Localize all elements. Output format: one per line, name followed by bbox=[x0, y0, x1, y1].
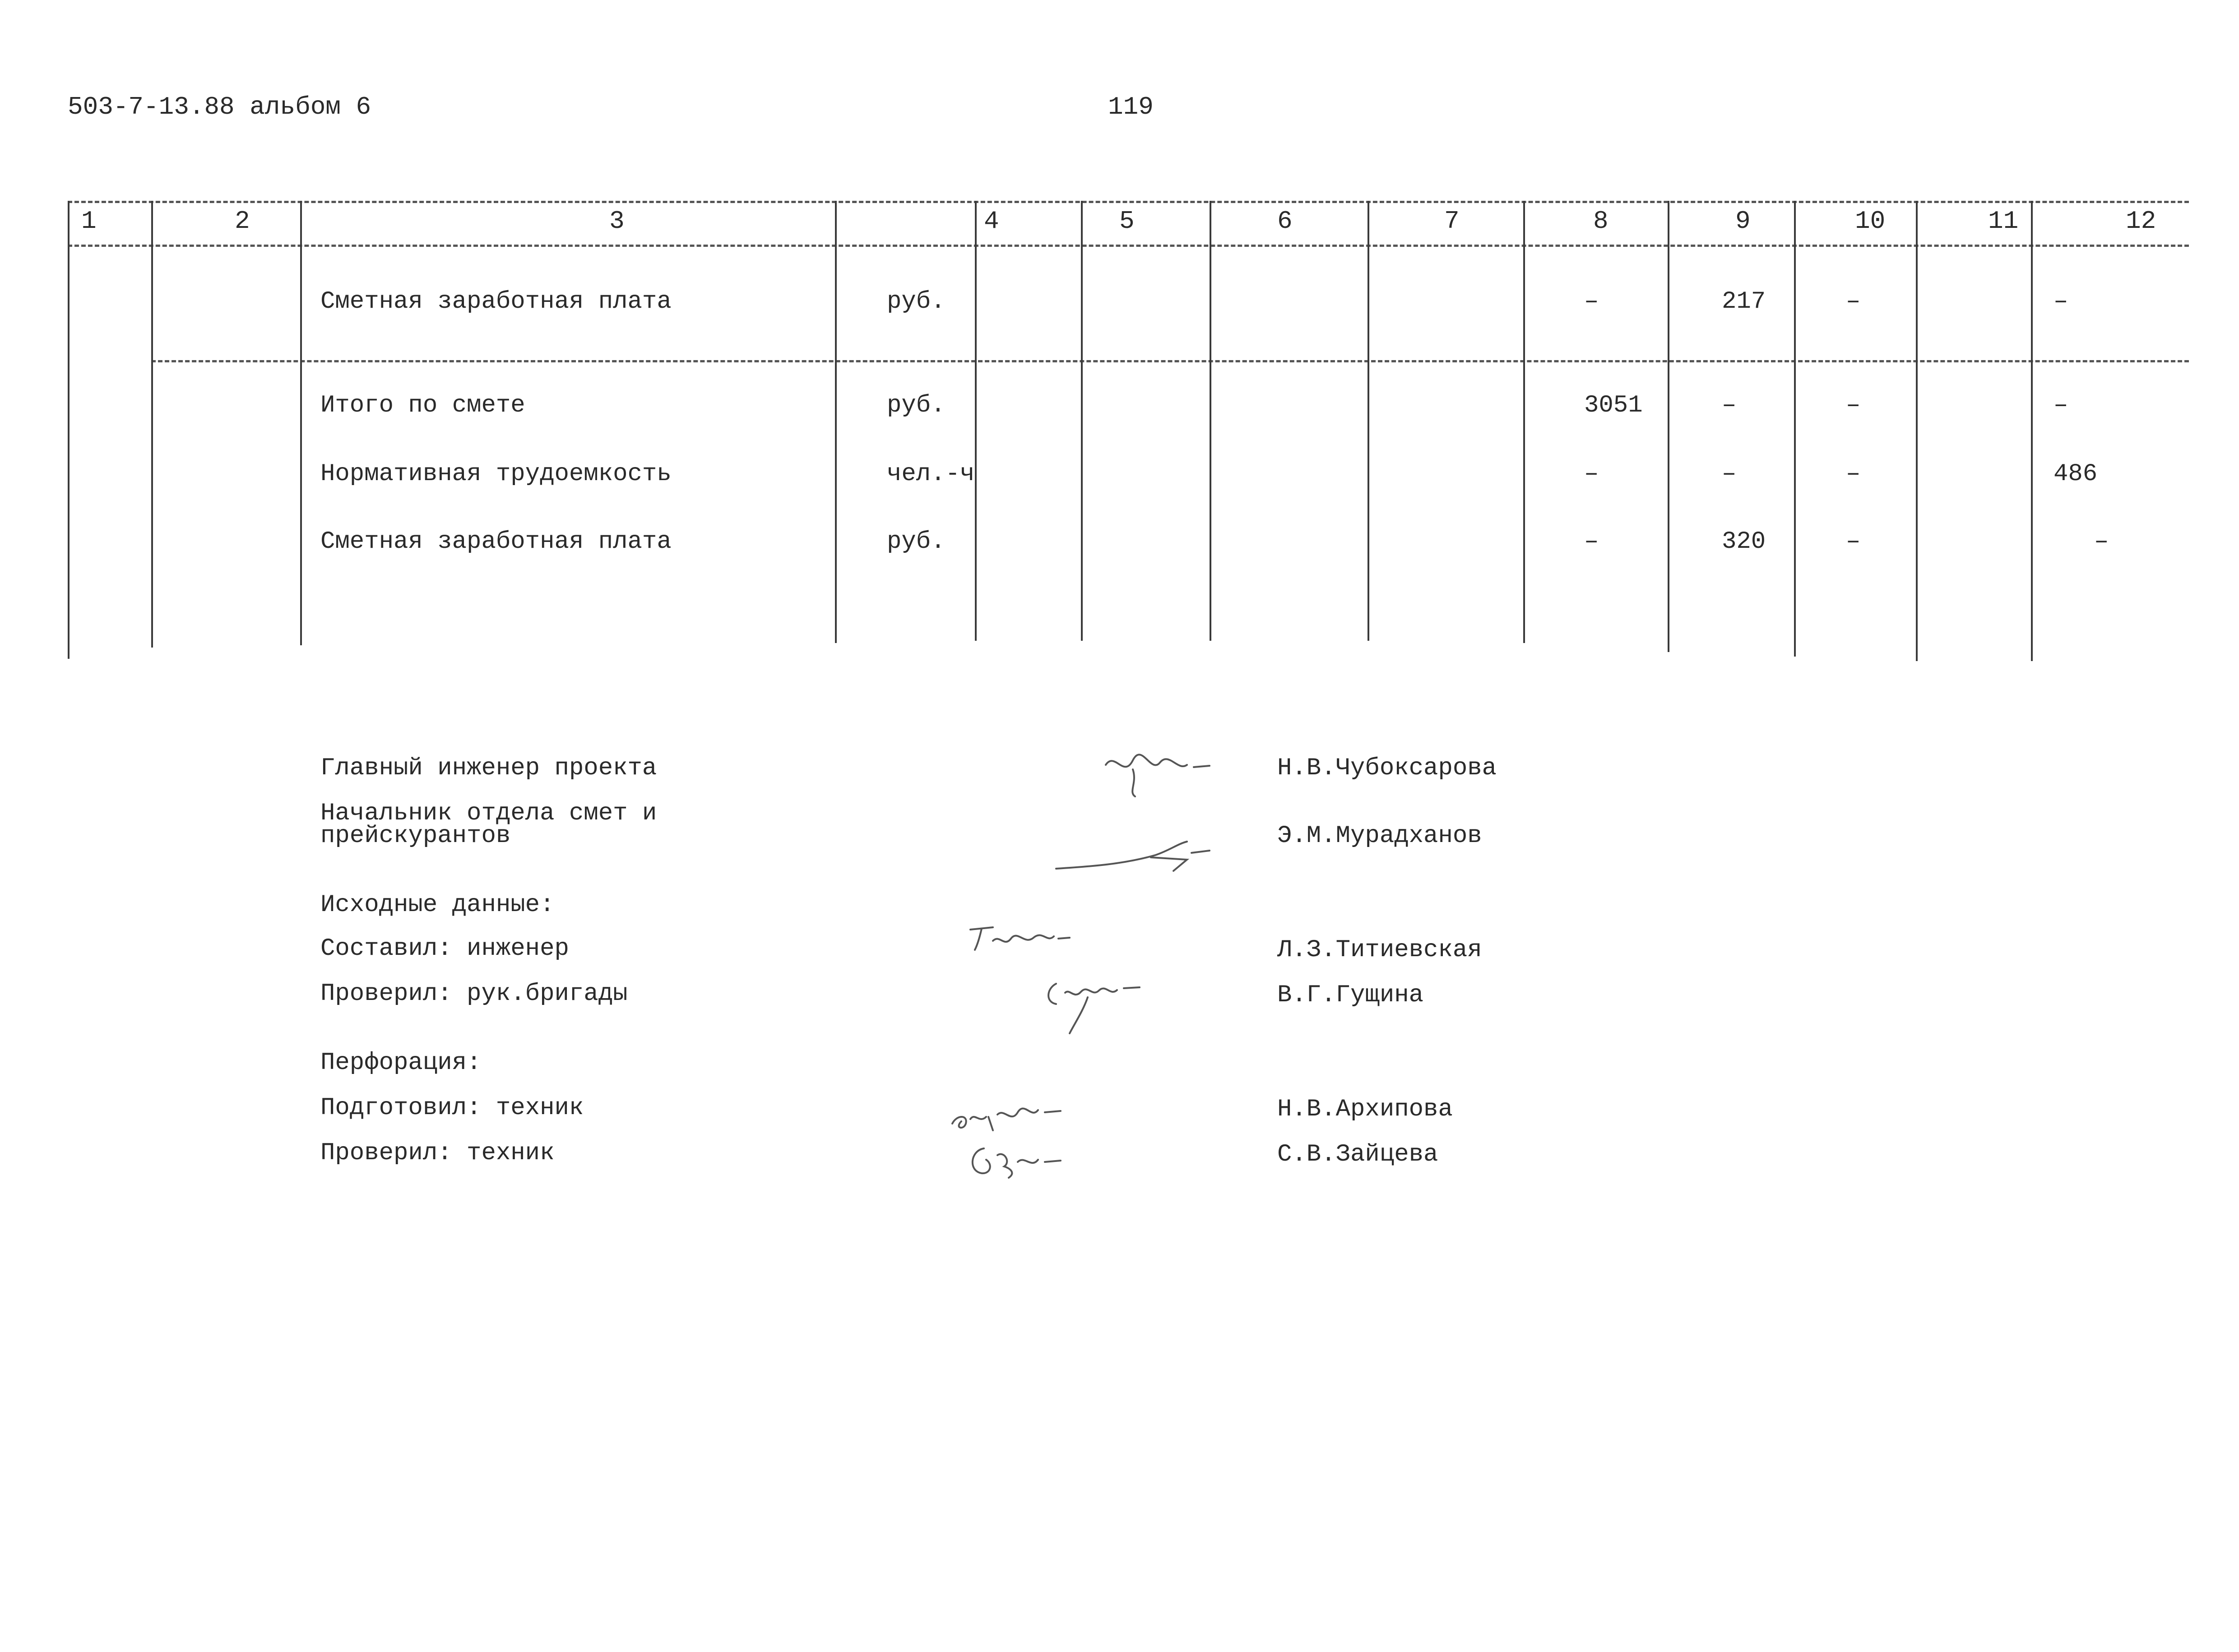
col10-value: – bbox=[1846, 392, 1861, 419]
page-number: 119 bbox=[1108, 93, 1154, 121]
column-border bbox=[300, 201, 302, 645]
row-unit: чел.-ч bbox=[887, 460, 975, 488]
column-header: 10 bbox=[1855, 207, 1886, 236]
column-border bbox=[1916, 201, 1918, 661]
chief-engineer-signature bbox=[1101, 747, 1219, 801]
col8-value: 3051 bbox=[1584, 392, 1643, 419]
column-header: 4 bbox=[984, 207, 999, 236]
column-border bbox=[1081, 201, 1083, 641]
checked-tech-role: Проверил: техник bbox=[320, 1139, 555, 1167]
column-border bbox=[151, 201, 153, 648]
prepared-name: Н.В.Архипова bbox=[1277, 1096, 1453, 1123]
column-border bbox=[1794, 201, 1796, 657]
col10-value: – bbox=[1846, 528, 1861, 555]
col9-value: – bbox=[1722, 392, 1737, 419]
chief-engineer-role: Главный инженер проекта bbox=[320, 754, 657, 782]
col8-value: – bbox=[1584, 528, 1599, 555]
column-header: 11 bbox=[1988, 207, 2019, 236]
checked-brigade-role: Проверил: рук.бригады bbox=[320, 980, 628, 1008]
prepared-role: Подготовил: техник bbox=[320, 1094, 584, 1122]
column-header: 8 bbox=[1593, 207, 1609, 236]
col9-value: 217 bbox=[1722, 288, 1766, 315]
column-border bbox=[1210, 201, 1211, 641]
checked-brigade-signature bbox=[1038, 970, 1146, 1038]
col10-value: – bbox=[1846, 288, 1861, 315]
column-border bbox=[2031, 201, 2033, 661]
column-border bbox=[1368, 201, 1369, 641]
col9-value: 320 bbox=[1722, 528, 1766, 555]
column-header: 12 bbox=[2126, 207, 2156, 236]
column-border bbox=[68, 201, 70, 659]
document-code: 503-7-13.88 альбом 6 bbox=[68, 93, 371, 121]
row-name: Итого по смете bbox=[320, 392, 525, 419]
dept-head-role-line2: прейскурантов bbox=[320, 822, 511, 850]
section-divider-line bbox=[151, 360, 2189, 362]
compiled-signature bbox=[966, 921, 1074, 961]
col8-value: – bbox=[1584, 288, 1599, 315]
column-header: 9 bbox=[1735, 207, 1751, 236]
row-unit: руб. bbox=[887, 528, 946, 555]
col12-value: 486 bbox=[2054, 460, 2098, 488]
chief-engineer-name: Н.В.Чубоксарова bbox=[1277, 754, 1497, 782]
col9-value: – bbox=[1722, 460, 1737, 488]
perforation-heading: Перфорация: bbox=[320, 1049, 482, 1077]
column-header: 3 bbox=[609, 207, 625, 236]
col12-value: – bbox=[2094, 528, 2109, 555]
column-border bbox=[835, 201, 837, 643]
compiled-name: Л.З.Титиевская bbox=[1277, 936, 1482, 964]
dept-head-signature bbox=[1052, 830, 1214, 875]
dept-head-role-line1: Начальник отдела смет и bbox=[320, 800, 657, 827]
column-header: 6 bbox=[1277, 207, 1293, 236]
col12-value: – bbox=[2054, 288, 2068, 315]
col8-value: – bbox=[1584, 460, 1599, 488]
checked-tech-name: С.В.Зайцева bbox=[1277, 1141, 1438, 1168]
row-name: Сметная заработная плата bbox=[320, 288, 672, 315]
column-header: 2 bbox=[235, 207, 250, 236]
col10-value: – bbox=[1846, 460, 1861, 488]
prepared-signature bbox=[948, 1092, 1065, 1137]
row-name: Сметная заработная плата bbox=[320, 528, 672, 555]
checked-brigade-name: В.Г.Гущина bbox=[1277, 981, 1424, 1009]
column-border bbox=[1523, 201, 1525, 643]
column-header: 5 bbox=[1119, 207, 1135, 236]
row-unit: руб. bbox=[887, 288, 946, 315]
col12-value: – bbox=[2054, 392, 2068, 419]
column-header: 7 bbox=[1444, 207, 1460, 236]
row-name: Нормативная трудоемкость bbox=[320, 460, 672, 488]
source-data-heading: Исходные данные: bbox=[320, 891, 555, 919]
table-top-line bbox=[68, 201, 2189, 203]
column-border bbox=[975, 201, 977, 641]
header-bottom-line bbox=[68, 245, 2189, 247]
column-header: 1 bbox=[81, 207, 97, 236]
row-unit: руб. bbox=[887, 392, 946, 419]
checked-tech-signature bbox=[966, 1137, 1065, 1182]
compiled-role: Составил: инженер bbox=[320, 935, 569, 963]
column-border bbox=[1668, 201, 1669, 652]
dept-head-name: Э.М.Мурадханов bbox=[1277, 822, 1482, 850]
